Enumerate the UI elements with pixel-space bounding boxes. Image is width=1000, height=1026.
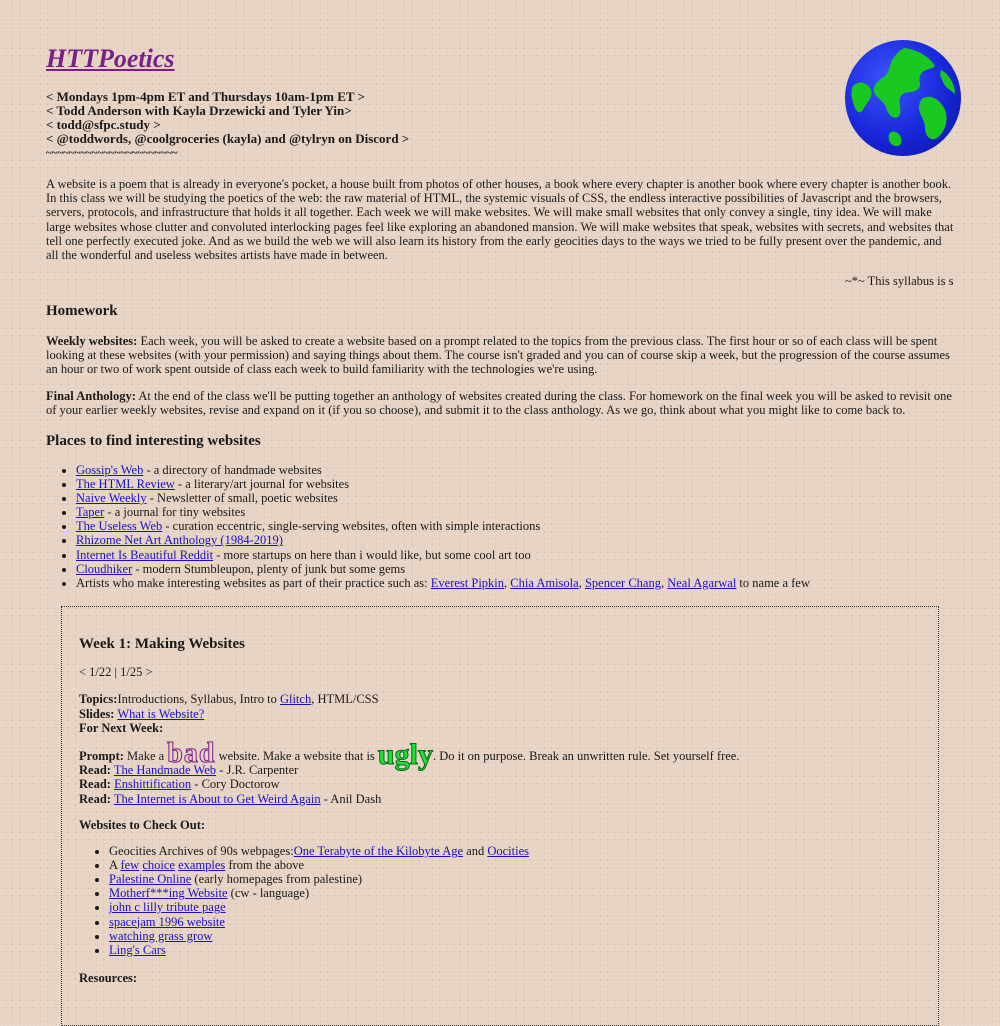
discord-line: < @toddwords, @coolgroceries (kayla) and @tylryn on Discord > [46, 131, 410, 146]
link-description: - more startups on here than i would like, but some cool art too [213, 547, 531, 562]
read-line [79, 777, 919, 791]
link-chia-amisola[interactable]: Chia Amisola [510, 575, 579, 590]
link-slides[interactable]: What is Website? [117, 706, 205, 721]
read-label: Read: [79, 763, 111, 778]
read-label: Read: [79, 791, 111, 806]
link-choice[interactable]: choice [142, 858, 175, 873]
a-suffix: from the above [225, 858, 305, 873]
topics-line [79, 692, 919, 706]
list-item: • Artists who make interesting websites as part of their practice such as: Everest Pipkin, Chia Amisola, Spencer Chang, Neal Agarwal to name a few [76, 576, 810, 590]
prompt-label: Prompt: [79, 749, 124, 764]
link-enshittification[interactable]: Enshittification [114, 777, 192, 792]
link-description: - a literary/art journal for websites [174, 477, 350, 492]
list-item [76, 491, 810, 505]
marquee-text: ~*~ This syllabus is s [845, 274, 954, 288]
globe-icon [845, 40, 961, 156]
places-heading: Places to find interesting websites [46, 433, 261, 449]
link-description: - modern Stumbleupon, plenty of junk but some gems [132, 561, 406, 576]
link-gossips-web[interactable]: Gossip's Web [76, 463, 144, 477]
slides-line [79, 707, 919, 721]
link-description: - a directory of handmade websites [143, 463, 322, 477]
read-author: - J.R. Carpenter [216, 763, 299, 778]
schedule-line: < Mondays 1pm-4pm ET and Thursdays 10am-1pm ET > [46, 89, 365, 104]
link-html-review[interactable]: The HTML Review [76, 477, 175, 492]
link-internet-weird[interactable]: The Internet is About to Get Weird Again [113, 791, 321, 806]
next-week-label [79, 721, 919, 735]
link-handmade-web[interactable]: The Handmade Web [113, 763, 217, 778]
list-item [109, 943, 919, 957]
list-item [76, 533, 810, 547]
link-spencer-chang[interactable]: Spencer Chang [584, 575, 661, 590]
week-dates: < 1/22 | 1/25 > [79, 665, 153, 680]
list-item [76, 562, 810, 576]
link-glitch[interactable]: Glitch [279, 692, 312, 707]
link-description: - curation eccentric, single-serving websites, often with simple interactions [162, 519, 541, 534]
mf-desc: (cw - language) [227, 886, 310, 901]
list-item [109, 844, 919, 858]
link-spacejam[interactable]: spacejam 1996 website [109, 914, 225, 929]
week-heading: Week 1: Making Websites [79, 636, 245, 652]
link-everest-pipkin[interactable]: Everest Pipkin [430, 575, 505, 590]
slides-label: Slides: [79, 706, 115, 721]
list-item [109, 872, 919, 886]
palestine-desc: (early homepages from palestine) [191, 872, 363, 887]
link-lings-cars[interactable]: Ling's Cars [109, 942, 166, 957]
prompt-text-c: . Do it on purpose. Break an unwritten rule. Set yourself free. [432, 749, 740, 764]
ugly-word: ugly [377, 738, 433, 772]
weekly-websites-label: Weekly websites: [46, 334, 138, 348]
checkout-text: Websites to Check Out: [79, 817, 206, 832]
list-item [76, 505, 810, 519]
geocities-prefix: Geocities Archives of 90s webpages: [109, 844, 294, 859]
homework-heading: Homework [46, 303, 118, 319]
link-mf-website[interactable]: Motherf***ing Website [109, 886, 228, 901]
artists-suffix: to name a few [736, 575, 810, 590]
list-item [109, 886, 919, 900]
link-neal-agarwal[interactable]: Neal Agarwal [667, 575, 737, 590]
link-taper[interactable]: Taper [76, 505, 105, 520]
prompt-text-b: website. Make a website that is [215, 749, 378, 764]
tilde-divider: ~~~~~~~~~~~~~~~~~~~~~~~ [46, 147, 178, 159]
bad-word: bad [167, 738, 216, 770]
list-item [109, 929, 919, 943]
read-author: - Anil Dash [320, 791, 382, 806]
list-item [76, 519, 810, 533]
read-label: Read: [79, 777, 111, 792]
page-title[interactable]: HTTPoetics [46, 44, 175, 73]
resources-label [79, 971, 919, 985]
list-item [109, 900, 919, 914]
topics-label: Topics: [79, 692, 118, 707]
list-item [76, 548, 810, 562]
final-anthology-paragraph [46, 389, 956, 417]
final-anthology-text: At the end of the class we'll be putting together an anthology of websites created during the class. For homework on the final week you will be asked to revisit one of your earlier weekly websites, revise and expand on it (if you so choose), and submit it to the class anthology. As we go, think about what you might like to come back to. [46, 389, 952, 418]
prompt-text-a: Make a [123, 749, 168, 764]
instructors-line: < Todd Anderson with Kayla Drzewicki and Tyler Yin> [46, 103, 352, 118]
artists-prefix: Artists who make interesting websites as part of their practice such as: [76, 575, 431, 590]
link-oocities[interactable]: Oocities [487, 844, 530, 859]
next-week-text: For Next Week: [79, 720, 164, 735]
link-few[interactable]: few [120, 858, 140, 873]
link-naive-weekly[interactable]: Naive Weekly [76, 491, 147, 506]
a-prefix: A [109, 858, 121, 873]
checkout-list [79, 844, 919, 957]
link-palestine-online[interactable]: Palestine Online [109, 872, 192, 887]
intro-paragraph: A website is a poem that is already in everyone's pocket, a house built from photos of other houses, a book where every chapter is another book where every chapter is another book. In this class we will be studying the poetics of the web: the raw material of HTML, the systemic visuals of CSS, the endless interactive possibilities of Javascript and the browsers, servers, protocols, and infrastructure that holds it all together. Each week we will make websites. We will make small websites that only convey a single, tiny idea. We will make large websites whose clutter and convoluted interlocking pages feel like exploring an abandoned mansion. We will make websites that speak, websites with secrets, and websites that tell one perfectly executed joke. And as we build the web we will also learn its history from the early geocities days to the ways we tried to be fully present over the pandemic, and all the wonderful and useless websites artists have made in between. [46, 177, 954, 263]
week-1-section [61, 606, 939, 1026]
weekly-websites-text: Each week, you will be asked to create a website based on a prompt related to the topics from the previous class. The first hour or so of each class will be spent looking at these websites (with your permission) and saying things about them. The course isn't graded and you can of course skip a week, but the progression of the course assumes an hour or two of work spent outside of class each week to build familiarity with the technologies we're using. [46, 334, 950, 377]
link-description: - a journal for tiny websites [104, 505, 246, 520]
list-item [109, 858, 919, 872]
link-internet-beautiful[interactable]: Internet Is Beautiful Reddit [76, 547, 214, 562]
link-examples[interactable]: examples [178, 858, 226, 873]
read-author: - Cory Doctorow [191, 777, 280, 792]
link-john-c-lilly[interactable]: john c lilly tribute page [109, 900, 226, 915]
list-item [76, 477, 810, 491]
email-line: < todd@sfpc.study > [46, 117, 161, 132]
read-line [79, 763, 919, 777]
resources-text: Resources: [79, 970, 138, 985]
topics-text: Introductions, Syllabus, Intro to [117, 692, 280, 707]
checkout-label [79, 818, 919, 832]
weekly-websites-paragraph [46, 334, 956, 377]
link-one-terabyte[interactable]: One Terabyte of the Kilobyte Age [293, 844, 464, 859]
link-watching-grass[interactable]: watching grass grow [109, 928, 213, 943]
link-cloudhiker[interactable]: Cloudhiker [76, 561, 133, 576]
link-useless-web[interactable]: The Useless Web [76, 519, 163, 534]
final-anthology-label: Final Anthology: [46, 389, 136, 403]
course-info [46, 90, 409, 160]
and-text: and [463, 844, 488, 859]
link-description: - Newsletter of small, poetic websites [146, 491, 338, 506]
list-item [76, 463, 810, 477]
link-rhizome[interactable]: Rhizome Net Art Anthology (1984-2019) [76, 533, 283, 548]
topics-text-end: , HTML/CSS [311, 692, 379, 707]
places-list [46, 463, 810, 590]
read-line [79, 792, 919, 806]
list-item [109, 915, 919, 929]
